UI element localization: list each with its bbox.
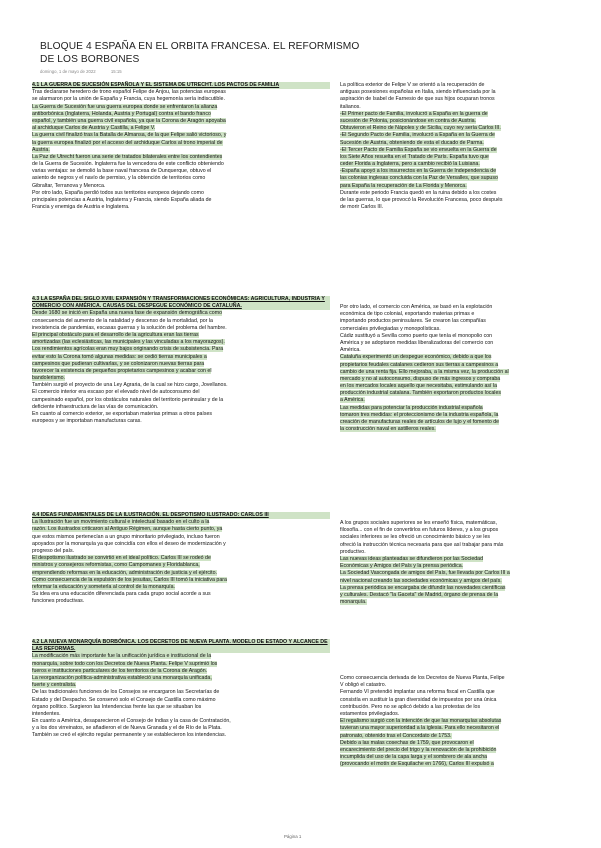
- text-line: [32, 361, 330, 368]
- text-line: [32, 118, 330, 125]
- highlight: La modificación más importante fue la unificación jurídica e institucional de la: [32, 653, 212, 660]
- highlight: tuvieran una mayor superioridad a la iglesia. Para ello necesitaron el: [340, 725, 500, 732]
- text-line: [32, 332, 330, 339]
- section-heading: 4.1 LA GUERRA DE SUCESIÓN ESPAÑOLA Y EL SISTEMA DE UTRECHT. LOS PACTOS DE FAMILIA: [32, 82, 330, 89]
- page-title: BLOQUE 4 ESPAÑA EN EL ORBITA FRANCESA. EL REFORMISMO DE LOS BORBONES: [40, 41, 360, 65]
- text-line: [340, 578, 572, 585]
- highlight: emprendiendo reformas en la educación, administración de justicia y el ejército.: [32, 569, 218, 576]
- section-3-left: [32, 512, 330, 605]
- text-line: [340, 585, 572, 592]
- highlight: razón. Los ilustrados criticaron al Antiguo Régimen, aunque hasta cierto punto, ya: [32, 526, 223, 533]
- text-line: europeos y se importaban manufacturas caras.: [32, 418, 142, 425]
- highlight: monarquía, sobre todo con los Decretos de Nueva Planta. Felipe V suprimió los: [32, 660, 218, 667]
- text-line: Fernando VI pretendió implantar una reforma fiscal en Castilla que: [340, 689, 495, 696]
- highlight: la guerra europea finalizó por el acceso del archiduque Carlos al trono imperial de: [32, 139, 223, 146]
- text-line: [340, 592, 572, 599]
- text-line: El comercio interior era escaso por el elevado nivel de autoconsumo del: [32, 389, 200, 396]
- text-line: [32, 584, 330, 591]
- text-line: deficiente infraestructura de las vías de comunicación.: [32, 403, 159, 410]
- section-3-right: [340, 520, 572, 606]
- text-line: Durante este periodo Francia quedó en la ruina debido a los costes: [340, 189, 497, 196]
- text-line: aspiración de Isabel de Farnesio de que sus hijos ocuparan tronos: [340, 96, 495, 103]
- text-line: apoyados por la monarquía ya que coincidía con ellos el deseo de modernización y: [32, 540, 226, 547]
- text-line: [32, 310, 330, 317]
- text-line: italianos.: [340, 103, 361, 110]
- highlight: La Guerra de Sucesión fue una guerra europea donde se enfrentaron la alianza: [32, 103, 218, 110]
- highlight: Las medidas para potenciar la producción industrial española: [340, 404, 483, 411]
- text-line: [32, 555, 330, 562]
- text-line: [340, 718, 572, 725]
- text-line: [340, 419, 572, 426]
- text-line: En cuanto a América, desaparecieron el Consejo de Indias y la casa de Contratación,: [32, 718, 231, 725]
- text-line: [340, 412, 572, 419]
- text-line: [340, 383, 572, 390]
- highlight: a América.: [340, 397, 365, 404]
- text-line: [32, 668, 330, 675]
- section-2-right: [340, 304, 572, 433]
- highlight: La prensa periódica se encargaba de difundir las novedades científicas: [340, 584, 506, 591]
- text-line: [340, 168, 572, 175]
- text-line: [340, 740, 572, 747]
- page-meta: [40, 69, 136, 74]
- text-line: [32, 519, 330, 526]
- text-line: [340, 747, 572, 754]
- text-line: económica de tipo colonial, exportando materias primas e: [340, 311, 475, 318]
- highlight: (provocando el motín de Esquilache en 1766), Carlos III expulsó a: [340, 761, 494, 768]
- text-line: [340, 354, 572, 361]
- highlight: monarquía.: [340, 599, 367, 606]
- highlight: Debido a las malas cosechas de 1759, que provocaron el: [340, 739, 474, 746]
- highlight: para España la recuperación de La Florida y Menorca.: [340, 182, 467, 189]
- text-line: [340, 125, 572, 132]
- highlight: -El Primer pacto de Familia, involucró a España en la guerra de: [340, 110, 488, 117]
- text-line: [32, 661, 330, 668]
- text-line: Francia y enemiga de Austria e Inglaterra.: [32, 204, 130, 211]
- highlight: Desde 1680 se inició en España una nueva fase de expansión demográfica como: [32, 310, 223, 317]
- highlight: propietarios feudales catalanes cedieron sus tierras a campesinos a: [340, 361, 499, 368]
- text-line: América.: [340, 347, 361, 354]
- text-line: Cádiz sustituyó a Sevilla como puerto que tenía el monopolio con: [340, 332, 493, 339]
- text-line: [340, 390, 572, 397]
- highlight: cambio de una renta fija. Ello mejoraba, a la misma vez, la producción al: [340, 368, 509, 375]
- text-line: [32, 339, 330, 346]
- highlight: Austria.: [32, 146, 50, 153]
- highlight: campesinos que pudieran cultivarlas, y se colonizaron nuevas tierras para: [32, 360, 205, 367]
- text-line: [340, 563, 572, 570]
- highlight: El regalismo surgió con la intención de que las monarquías absolutas: [340, 718, 502, 725]
- text-line: En cuanto al comercio exterior, se exportaban materias primas a otros países: [32, 411, 213, 417]
- text-line: [32, 577, 330, 584]
- text-line: consistía en sustituir la gran diversidad de impuestos por una única: [340, 696, 497, 703]
- highlight: fuerte y centralista.: [32, 682, 77, 689]
- section-heading: 4.3 LA ESPAÑA DEL SIGLO XVIII. EXPANSIÓN Y TRANSFORMACIONES ECONÓMICAS: AGRICULTURA, INDUSTRIA Y COMERCIO CON AMÉRICA. CAUSAS DEL DESPEGUE ECONÓMICO DE CATALUÑA.: [32, 296, 330, 310]
- text-line: [32, 526, 330, 533]
- text-line: productivo.: [340, 548, 366, 555]
- page-footer: Página 1: [284, 834, 302, 839]
- text-line: [340, 154, 572, 161]
- text-line: Gibraltar, Terranova y Menorca.: [32, 182, 106, 189]
- text-line: [340, 362, 572, 369]
- section-4-right: [340, 675, 572, 768]
- highlight: La reorganización política-administrativa estableció una monarquía unificada,: [32, 674, 212, 681]
- text-line: [340, 397, 572, 404]
- highlight: -España apoyó a los insurrectos en la Guerra de Independencia de: [340, 168, 497, 175]
- text-line: [340, 733, 572, 740]
- text-line: funciones productivas.: [32, 598, 85, 605]
- highlight: -El Tercer Pacto de Familia España se vio envuelta en la Guerra de: [340, 146, 497, 153]
- text-line: y a los dos virreinatos, se añadieron el de Nueva Granada y el de Río de la Plata.: [32, 725, 222, 732]
- text-line: Por otro lado, España perdió todos sus territorios europeos dejando como: [32, 189, 204, 196]
- section-4-left: [32, 639, 330, 740]
- text-line: [340, 175, 572, 182]
- text-line: filosofía... con el fin de convertirlos en futuros líderes, y a los grupos: [340, 527, 499, 534]
- highlight: al archiduque Carlos de Austria y Castilla, a Felipe V.: [32, 125, 156, 132]
- text-line: [32, 562, 330, 569]
- text-line: [340, 761, 572, 768]
- highlight: en los mercados locales aquello que necesitaba, estimulando así la: [340, 383, 498, 390]
- highlight: nivel nacional creando las sociedades económicas y amigos del país.: [340, 577, 502, 584]
- highlight: La Paz de Utrecht fueron una serie de tratados bilaterales entre los contendientes: [32, 153, 223, 160]
- highlight: bandolerismo.: [32, 375, 65, 382]
- highlight: antiborbónica (Inglaterra, Holanda, Austria y Portugal) contra el bando franco: [32, 110, 211, 117]
- text-line: [340, 556, 572, 563]
- text-line: [340, 118, 572, 125]
- text-line: América y se adoptaron medidas liberalizadoras del comercio con: [340, 339, 494, 346]
- text-line: [32, 368, 330, 375]
- highlight: Como consecuencia de la expulsión de los jesuitas, Carlos III tomó la iniciativa para: [32, 576, 227, 583]
- text-line: antiguas posesiones españolas en Italia, siendo influenciada por la: [340, 89, 496, 96]
- highlight: sucesión de Polonia, posicionándose en contra de Austria.: [340, 117, 477, 124]
- text-line: que estos mismos pertenecían a un grupo minoritario privilegiado, incluso fueron: [32, 533, 220, 540]
- text-line: [32, 346, 330, 353]
- text-line: se alarmaron por la unión de España y Francia, cuya hegemonía sería indiscutible.: [32, 96, 225, 103]
- text-line: Como consecuencia derivada de los Decretos de Nueva Planta, Felipe: [340, 675, 505, 681]
- highlight: producción industrial catalana. También exportaron productos locales: [340, 390, 501, 397]
- text-line: Su idea era una educación diferenciada para cada grupo social acorde a sus: [32, 591, 211, 598]
- highlight: Los rendimientos agrícolas eran muy bajos originando crisis de subsistencia. Para: [32, 346, 224, 353]
- text-line: asiento de negros y el navío de permiso, y la obtención de territorios como: [32, 175, 206, 182]
- highlight: favorecer la existencia de pequeños propietarios campesinos y acabar con el: [32, 367, 212, 374]
- text-line: principales potencias a Austria, Inglaterra y Francia, siendo España aliada de: [32, 197, 212, 203]
- text-line: contribución. Pero no se aplicó debido a las protestas de los: [340, 703, 481, 710]
- highlight: incumplida del uso de la capa larga y el sombrero de ala ancha: [340, 754, 488, 761]
- highlight: La guerra civil finalizó tras la Batalla de Almansa, de la que Felipe salió victorioso, y: [32, 132, 227, 139]
- highlight: fueros e instituciones particulares de los territorios de la Corona de Aragón.: [32, 667, 208, 674]
- text-line: Tras declararse heredero de trono español Felipe de Anjou, las potencias europeas: [32, 89, 226, 96]
- highlight: Obtuvieron el Reino de Nápoles y de Sicilia, cuyo rey sería Carlos III.: [340, 125, 501, 132]
- text-line: [340, 183, 572, 190]
- text-line: importando productos peninsulares. Se crearon las compañías: [340, 318, 486, 325]
- section-2-left: [32, 296, 330, 425]
- highlight: tomaron tres medidas: el proteccionismo de la industria española, la: [340, 411, 499, 418]
- highlight: patronato, obtenido tras el Concordato de 1753.: [340, 732, 452, 739]
- text-line: de las guerras, lo que provocó la Revolución Francesa, poco después: [340, 197, 503, 203]
- text-line: comerciales privilegiadas y monopolísticas.: [340, 325, 441, 332]
- text-line: [32, 375, 330, 382]
- section-heading: 4.4 IDEAS FUNDAMENTALES DE LA ILUSTRACIÓN. EL DESPOTISMO ILUSTRADO: CARLOS III: [32, 512, 330, 519]
- text-line: [32, 104, 330, 111]
- text-line: varias ventajas: se demolió la base naval francesa de Dunquerque, obtuvo el: [32, 168, 212, 175]
- section-1-left: [32, 82, 330, 211]
- highlight: Las nuevas ideas planteadas se difundieron por las Sociedad: [340, 555, 484, 562]
- text-line: [340, 369, 572, 376]
- text-line: [340, 599, 572, 606]
- text-line: De las tradicionales funciones de los Consejos se encargaron las Secretarías de: [32, 689, 220, 696]
- text-line: inexistencia de pandemias, escasas guerras y la solución del problema del hambre.: [32, 324, 227, 331]
- text-line: [340, 754, 572, 761]
- text-line: [32, 125, 330, 132]
- highlight: La Ilustración fue un movimiento cultural e intelectual basado en el culto a la: [32, 519, 210, 526]
- highlight: las colonias inglesas concluida con la Paz de Versalles, que supuso: [340, 175, 498, 182]
- text-line: A los grupos sociales superiores se les enseñó física, matemáticas,: [340, 520, 497, 526]
- highlight: evitar esto la Corona tomó algunas medidas: se cedió tierras municipales a: [32, 353, 207, 360]
- page-date: domingo, 1 de mayo de 2022: [40, 69, 96, 74]
- highlight: Económicas y Amigos del País y la prensa periódica.: [340, 563, 464, 570]
- text-line: La política exterior de Felipe V se orientó a la recuperación de: [340, 82, 485, 88]
- highlight: ministros y consejeros reformistas, como Campomanes y Floridablanca,: [32, 562, 200, 569]
- text-line: estamentos privilegiados.: [340, 710, 400, 717]
- text-line: [32, 354, 330, 361]
- text-line: [340, 376, 572, 383]
- text-line: consecuencia del aumento de la natalidad y descenso de la mortalidad, por la: [32, 317, 213, 324]
- text-line: [340, 132, 572, 139]
- text-line: También se creó el ejército regular permanente y se establecieron los intendencias.: [32, 732, 227, 739]
- highlight: Cataluña experimentó un despegue económico, debido a que los: [340, 354, 492, 361]
- highlight: La Sociedad Vascongada de amigos del País, fue llevada por Carlos III a: [340, 570, 510, 577]
- highlight: ceder Florida a Inglaterra, pero a cambio recibió la Luisiana.: [340, 161, 480, 168]
- highlight: reformar la educación y someterla al control de la monarquía.: [32, 583, 175, 590]
- highlight: los Siete Años resuelta en el Tratado de París. España tuvo que: [340, 153, 489, 160]
- text-line: progreso del país.: [32, 547, 75, 554]
- text-line: [340, 725, 572, 732]
- text-line: [32, 147, 330, 154]
- text-line: [32, 653, 330, 660]
- highlight: mercado y no al autoconsumo, dispuso de más ingresos y compraba: [340, 375, 501, 382]
- text-line: [340, 161, 572, 168]
- text-line: órgano político. Surgieron las Intendencias frente las que se situaban los: [32, 703, 202, 710]
- text-line: [340, 147, 572, 154]
- text-line: [32, 682, 330, 689]
- text-line: de morir Carlos III.: [340, 204, 384, 211]
- highlight: El principal obstáculo para el desarrollo de la agricultura eran las tierras: [32, 331, 199, 338]
- highlight: encarecimiento del precio del trigo y la renovación de la prohibición: [340, 746, 497, 753]
- highlight: -El Segundo Pacto de Familia, involucró a España en la Guerra de: [340, 132, 495, 139]
- text-line: intendentes.: [32, 710, 61, 717]
- text-line: [32, 132, 330, 139]
- highlight: creación de manufacturas reales de artículos de lujo y el fomento de: [340, 419, 500, 425]
- text-line: [340, 426, 572, 433]
- text-line: [340, 570, 572, 577]
- text-line: [340, 140, 572, 147]
- text-line: [32, 675, 330, 682]
- text-line: También surgió el proyecto de una Ley Agraria, de la cual se hizo cargo, Jovellanos.: [32, 382, 228, 389]
- section-1-right: [340, 82, 572, 211]
- highlight: El despotismo ilustrado se convirtió en el ideal político. Carlos III se rodeó de: [32, 555, 211, 562]
- text-line: [32, 154, 330, 161]
- highlight: y culturales. Destacó "la Gaceta" de Madrid, órgano de prensa de la: [340, 591, 499, 598]
- highlight: la construcción naval en astilleros reales.: [340, 426, 436, 433]
- highlight: español, y también una guerra civil española, ya que la Corona de Aragón apoyaba: [32, 117, 226, 124]
- text-line: campesinado español, por los obstáculos naturales del territorio peninsular y de la: [32, 396, 224, 403]
- page-time: 15:15: [110, 69, 122, 74]
- highlight: amortizadas (las eclesiásticas, las municipales y las vinculadas a los mayorazgos).: [32, 339, 225, 346]
- text-line: [32, 111, 330, 118]
- text-line: de la Guerra de Sucesión. Inglaterra fue la vencedora de este conflicto obteniendo: [32, 161, 224, 168]
- highlight: Sucesión de Austria, obteniendo de esta el ducado de Parma.: [340, 139, 484, 146]
- section-heading: 4.2 LA NUEVA MONARQUÍA BORBÓNICA. LOS DECRETOS DE NUEVA PLANTA. MODELO DE ESTADO Y ALCANCE DE LAS REFORMAS.: [32, 639, 330, 653]
- text-line: V obligó el catastro.: [340, 682, 387, 689]
- text-line: [32, 570, 330, 577]
- text-line: Por otro lado, el comercio con América, se basó en la explotación: [340, 304, 493, 310]
- text-line: ofreció la instrucción técnica necesaria para que así trabajar para más: [340, 541, 504, 548]
- text-line: sociales inferiores se les ofreció un conocimiento básico y se les: [340, 534, 490, 541]
- text-line: Estado y del Despacho. Se conservó solo el Consejo de Castilla como máximo: [32, 696, 216, 703]
- text-line: [340, 405, 572, 412]
- text-line: [340, 111, 572, 118]
- text-line: [32, 140, 330, 147]
